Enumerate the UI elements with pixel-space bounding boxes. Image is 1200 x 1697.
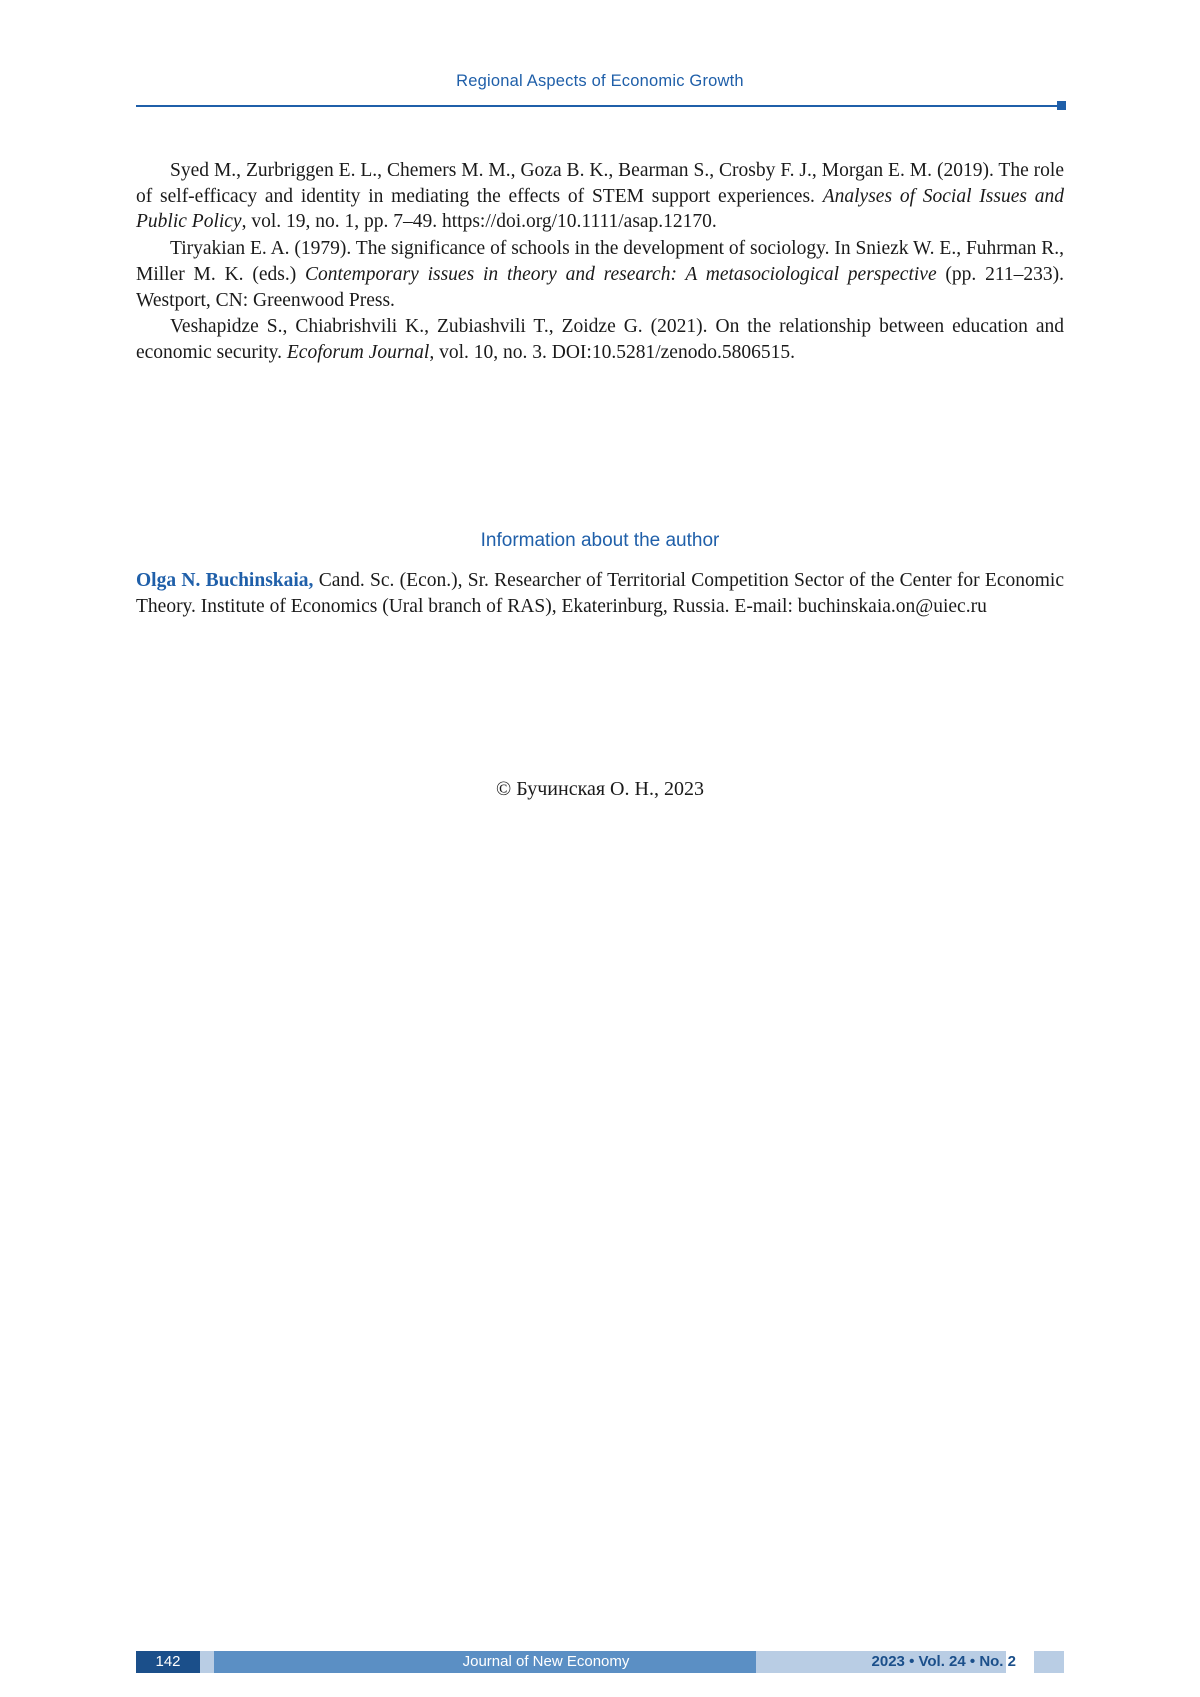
- reference-text-fragment: Syed M., Zurbriggen E. L., Chemers M. M., Goza B. K., Bearman S., Crosby F. J., Morgan E. M. (2019). The role of self-efficacy and identity in mediating the effects of STEM support experiences.: [136, 160, 1064, 207]
- reference-text-fragment: Tiryakian E. A. (1979). The significance of schools in the development of sociology. In Sniezk W. E., Fuhrman R., Miller M. K. (eds.): [136, 238, 1064, 285]
- content-column: [136, 158, 1065, 800]
- issue-info: 2023 • Vol. 24 • No. 2: [871, 1653, 1016, 1670]
- author-details: Cand. Sc. (Econ.), Sr. Researcher of Territorial Competition Sector of the Center for Economic Theory. Institute of Economics (Ural branch of RAS), Ekaterinburg, Russia. E-mail: buchinskaia.on@uiec.ru: [136, 570, 1064, 617]
- reference-entry-ref-syed: [136, 158, 1064, 235]
- reference-text-fragment: (pp. 211–233). Westport, CN: Greenwood Press.: [136, 263, 1064, 311]
- footer-bar: [136, 1651, 1064, 1673]
- header-rule: [136, 105, 1064, 107]
- footer-bar-segment-gap: [200, 1651, 214, 1673]
- header-rule-end-marker: [1057, 101, 1066, 110]
- page-number: 142: [155, 1653, 181, 1670]
- reference-text-fragment: Veshapidze S., Chiabrishvili K., Zubiashvili T., Zoidze G. (2021). On the relationship between education and economic security.: [136, 316, 1064, 364]
- author-info-block: [136, 568, 1064, 619]
- footer-bar-segment-end: [1034, 1651, 1064, 1673]
- reference-text-fragment: vol. 10, no. 3. DOI:10.5281/zenodo.5806515.: [434, 342, 795, 364]
- journal-name: Journal of New Economy: [462, 1653, 630, 1670]
- reference-text-fragment: , vol. 19, no. 1, pp. 7–49. https://doi.org/10.1111/asap.12170.: [241, 211, 717, 233]
- reference-text-fragment: Contemporary issues in theory and research: A metasociological perspective: [305, 263, 937, 285]
- page-footer: [0, 1577, 1200, 1697]
- reference-text-fragment: Analyses of Social Issues and Public Policy: [136, 185, 1065, 233]
- author-name: Olga N. Buchinskaia,: [136, 570, 314, 591]
- reference-entry-ref-veshapidze: [136, 314, 1064, 365]
- section-heading-information-about-the-author: Information about the author: [480, 530, 720, 551]
- reference-entry-ref-tiryakian: [136, 236, 1064, 313]
- running-head: Regional Aspects of Economic Growth: [456, 72, 744, 90]
- copyright-line: © Бучинская О. Н., 2023: [496, 778, 704, 800]
- reference-text-fragment: Ecoforum Journal,: [286, 342, 435, 364]
